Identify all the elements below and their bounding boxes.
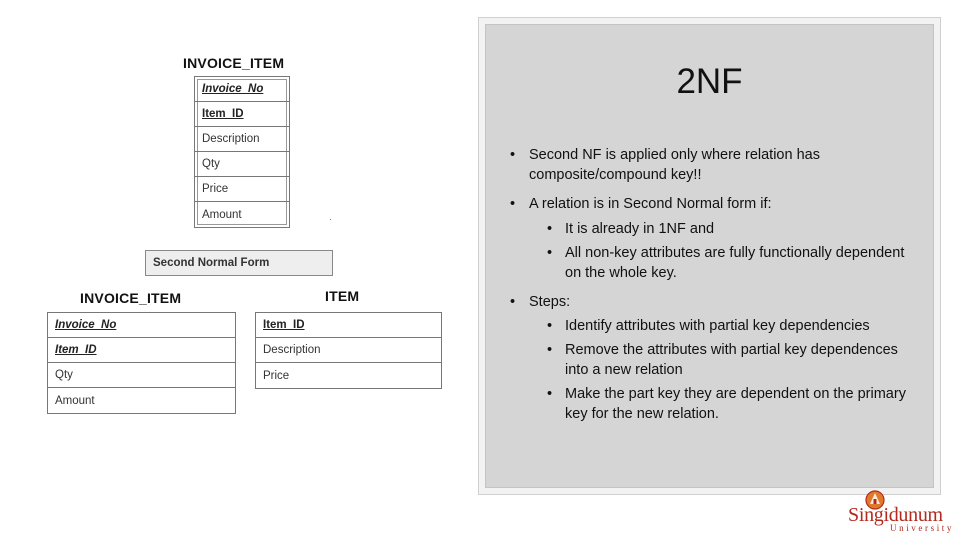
item-table-title: ITEM [325,288,360,304]
table-row: Invoice_No [195,77,289,102]
bullet-list [510,145,910,433]
second-normal-form-label: Second Normal Form [145,250,333,276]
table-row: Description [256,338,441,363]
original-table-title: INVOICE_ITEM [183,55,285,71]
table-row: Item_ID [195,102,289,127]
sub-bullet-item: • All non-key attributes are fully functionally dependent on the whole key. [510,243,910,283]
invoice-item-2nf-table [47,312,236,414]
slide-title: 2NF [676,62,743,101]
logo-name: Singidunum [848,504,943,526]
table-row: Price [195,177,289,202]
logo-subtitle: University [890,523,954,533]
original-invoice-item-table [194,76,290,228]
table-row: Price [263,369,290,382]
table-row: Item_ID [48,338,235,363]
bullet-item: • Steps: [510,292,910,312]
table-row: Item_ID [256,313,441,338]
invoice-item-table-title: INVOICE_ITEM [80,290,182,306]
bullet-item: • Second NF is applied only where relation has composite/compound key!! [510,145,910,185]
table-row: Description [195,127,289,152]
table-row: Amount [55,394,95,407]
sub-bullet-item: • Make the part key they are dependent on the primary key for the new relation. [510,384,910,424]
sub-bullet-item: • Remove the attributes with partial key dependences into a new relation [510,340,910,380]
decorative-dot: · [329,214,332,224]
sub-bullet-item: • Identify attributes with partial key dependencies [510,316,910,336]
table-row: Amount [202,208,242,221]
table-row: Qty [48,363,235,388]
singidunum-logo [848,490,953,535]
table-row: Qty [195,152,289,177]
table-row: Invoice_No [48,313,235,338]
item-table [255,312,442,389]
bullet-item: • A relation is in Second Normal form if: [510,194,910,214]
sub-bullet-item: • It is already in 1NF and [510,219,910,239]
